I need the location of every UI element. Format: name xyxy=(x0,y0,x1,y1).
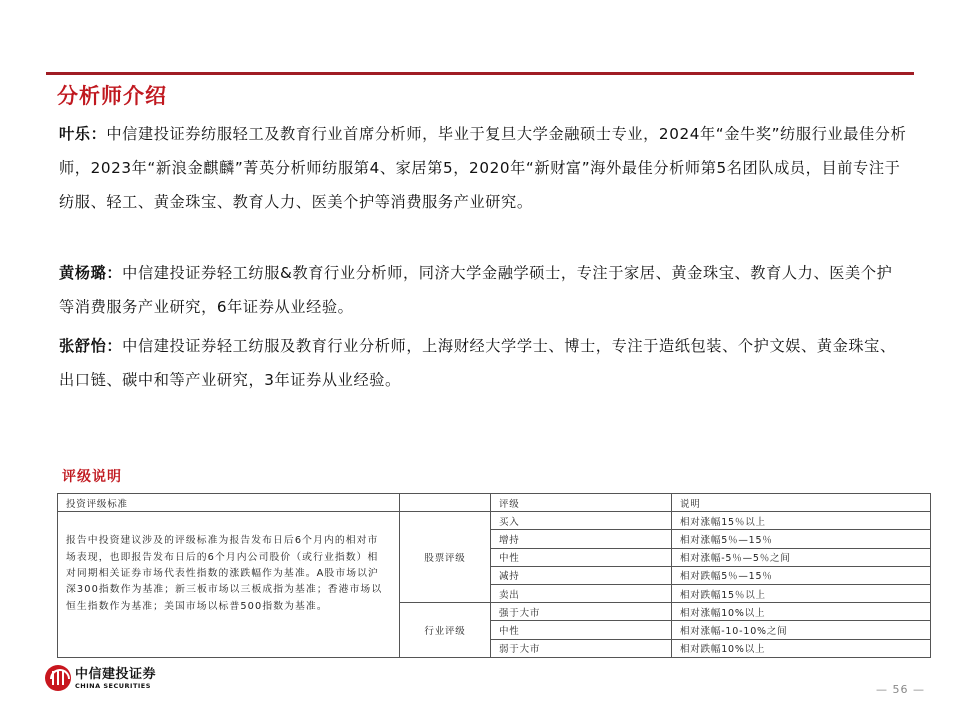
rating-cell: 弱于大市 xyxy=(491,639,672,657)
header-cell: 说明 xyxy=(672,494,931,512)
header-cell xyxy=(400,494,491,512)
rating-cell: 减持 xyxy=(491,566,672,584)
analyst-description: 中信建投证券轻工纺服及教育行业分析师，上海财经大学学士、博士，专注于造纸包装、个护文娱、黄金珠宝、出口链、碳中和等产业研究，3年证券从业经验。 xyxy=(59,337,896,389)
rating-cell: 强于大市 xyxy=(491,603,672,621)
header-cell: 投资评级标准 xyxy=(58,494,400,512)
desc-cell: 相对跌幅10%以上 xyxy=(672,639,931,657)
header-divider xyxy=(46,72,914,75)
rating-standard-text: 报告中投资建议涉及的评级标准为报告发布日后6个月内的相对市场表现，也即报告发布日后的6个月内公司股价（或行业指数）相对同期相关证券市场代表性指数的涨跌幅作为基准。A股市场以沪深300指数作为基准；新三板市场以三板成指为基准；香港市场以恒生指数作为基准；美国市场以标普500指数为基准。 xyxy=(58,512,400,658)
rating-cell: 增持 xyxy=(491,530,672,548)
desc-cell: 相对涨幅-5％—5％之间 xyxy=(672,548,931,566)
analyst-bio xyxy=(59,329,907,397)
rating-cell: 中性 xyxy=(491,621,672,639)
group-label: 股票评级 xyxy=(400,512,491,603)
page-number: — 56 — xyxy=(876,683,925,696)
desc-cell: 相对跌幅5％—15％ xyxy=(672,566,931,584)
analyst-bio xyxy=(59,117,907,219)
desc-cell: 相对涨幅10%以上 xyxy=(672,603,931,621)
analyst-name: 张舒怡： xyxy=(59,337,123,355)
rating-cell: 买入 xyxy=(491,512,672,530)
analyst-name: 叶乐： xyxy=(59,125,107,143)
header-cell: 评级 xyxy=(491,494,672,512)
desc-cell: 相对涨幅15％以上 xyxy=(672,512,931,530)
analyst-name: 黄杨璐： xyxy=(59,264,123,282)
logo-english-name: CHINA SECURITIES xyxy=(75,681,151,690)
desc-cell: 相对涨幅-10-10%之间 xyxy=(672,621,931,639)
analyst-bio xyxy=(59,256,907,324)
logo-chinese-name: 中信建投证券 xyxy=(75,666,157,682)
rating-section-title: 评级说明 xyxy=(62,469,122,485)
analyst-description: 中信建投证券纺服轻工及教育行业首席分析师，毕业于复旦大学金融硕士专业，2024年“金牛奖”纺服行业最佳分析师，2023年“新浪金麒麟”菁英分析师纺服第4、家居第5，2020年“新财富”海外最佳分析师第5名团队成员，目前专注于纺服、轻工、黄金珠宝、教育人力、医美个护等消费服务产业研究。 xyxy=(59,125,907,211)
rating-cell: 卖出 xyxy=(491,584,672,602)
citic-logo-icon xyxy=(45,665,71,691)
group-label: 行业评级 xyxy=(400,603,491,658)
table-header-row xyxy=(58,494,931,512)
desc-cell: 相对跌幅15％以上 xyxy=(672,584,931,602)
rating-table xyxy=(57,493,931,658)
company-logo xyxy=(45,665,156,691)
analyst-description: 中信建投证券轻工纺服&教育行业分析师，同济大学金融学硕士，专注于家居、黄金珠宝、教育人力、医美个护等消费服务产业研究，6年证券从业经验。 xyxy=(59,264,893,316)
desc-cell: 相对涨幅5％—15％ xyxy=(672,530,931,548)
rating-cell: 中性 xyxy=(491,548,672,566)
section-title: 分析师介绍 xyxy=(57,83,167,108)
table-row xyxy=(58,512,931,530)
